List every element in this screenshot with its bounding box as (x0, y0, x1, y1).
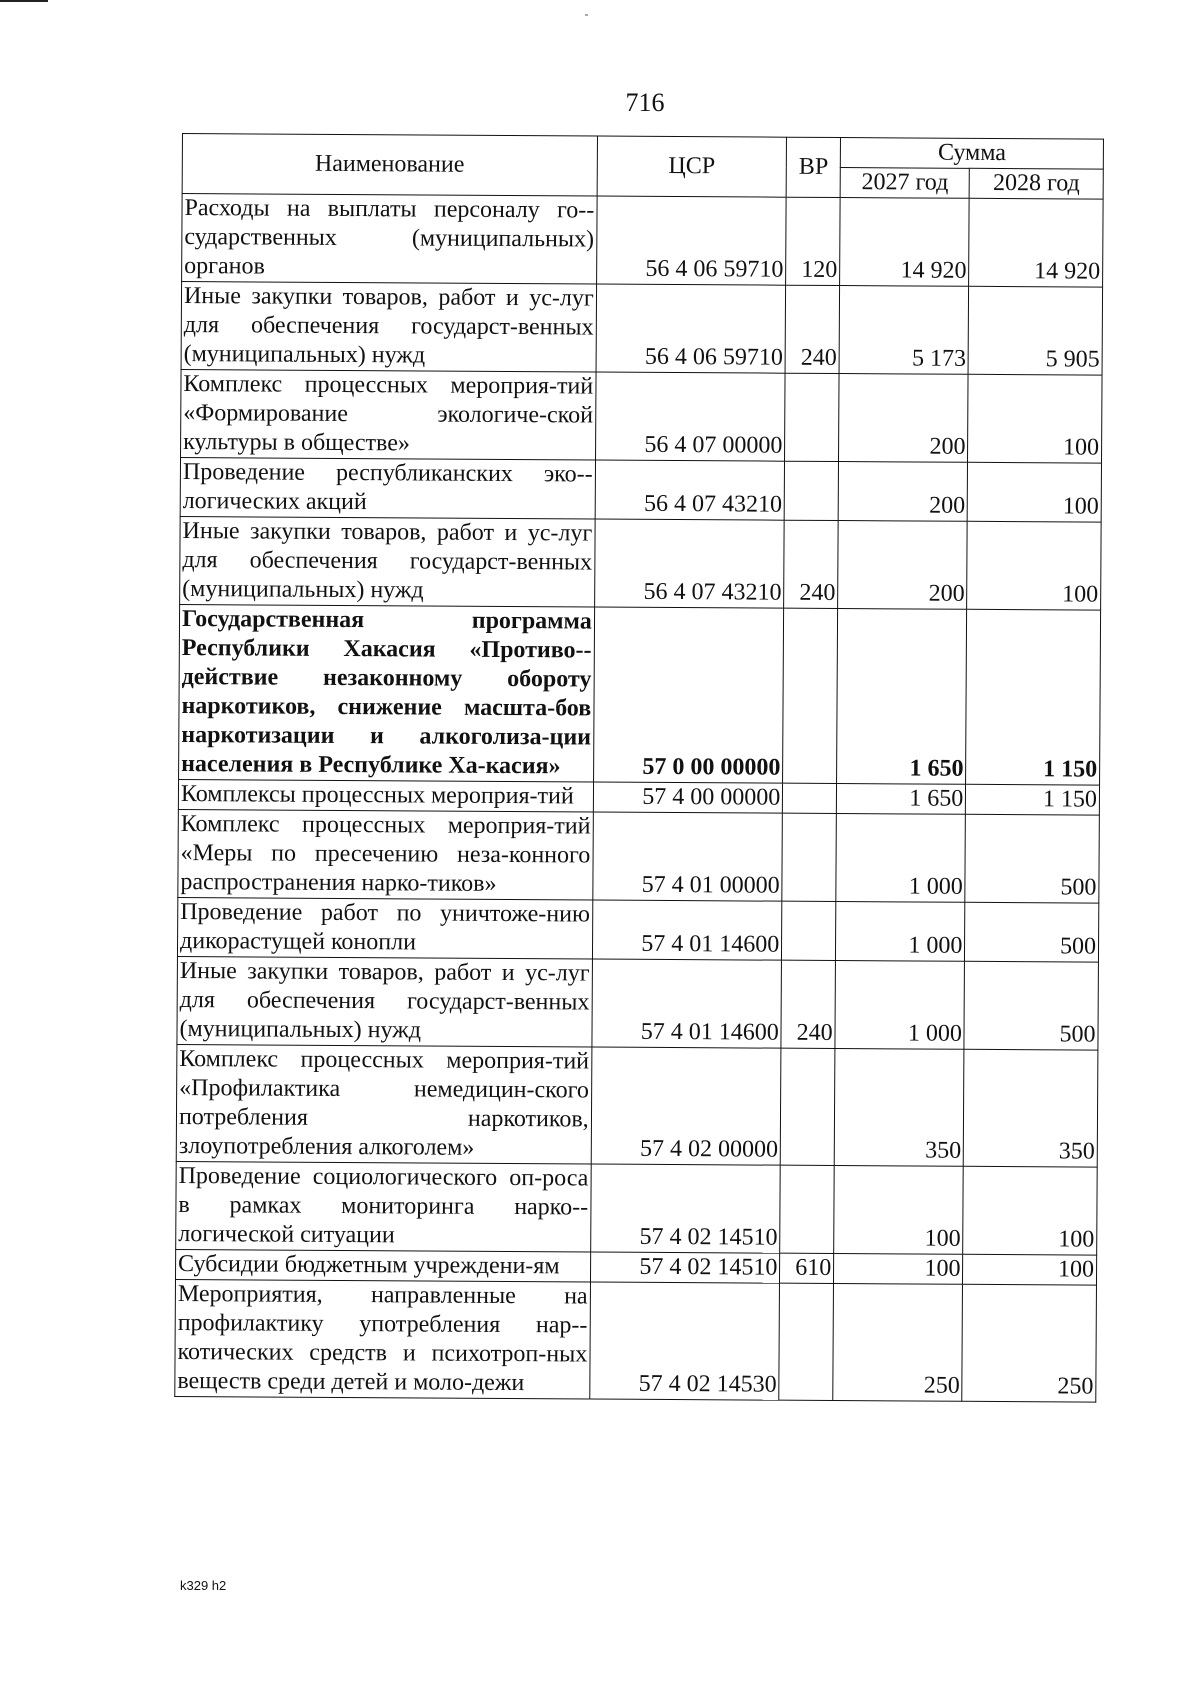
row-sum-2027: 14 920 (840, 198, 970, 287)
table-row (175, 1249, 1096, 1285)
row-vr (783, 608, 838, 783)
row-sum-2028: 100 (968, 374, 1102, 463)
table-row (181, 282, 1103, 376)
page-number: 716 (625, 88, 665, 117)
scan-speck (585, 14, 588, 16)
row-vr (781, 1048, 836, 1165)
table-row (176, 1044, 1098, 1167)
row-sum-2028: 250 (962, 1284, 1096, 1402)
row-vr (785, 373, 839, 461)
row-name: Расходы на выплаты персоналу го-сударственных (муниципальных) органов (182, 194, 597, 285)
row-sum-2028: 100 (967, 521, 1101, 610)
row-name: Государственная программа Республики Хакасия «Противо-действие незаконному обороту наркотиков, снижение масшта-бов наркотизации и алкоголиза-ции населения в Республике Ха-касия» (179, 604, 595, 782)
row-sum-2028: 500 (964, 961, 1098, 1050)
row-sum-2028: 1 150 (966, 784, 1100, 815)
row-sum-2027: 100 (834, 1166, 964, 1255)
row-name: Комплекс процессных мероприя-тий «Профилактика немедицин-ского потребления наркотиков, злоупотребления алкоголем» (176, 1044, 591, 1164)
table-row (181, 369, 1103, 463)
row-sum-2027: 100 (834, 1254, 963, 1285)
header-name: Наименование (182, 134, 597, 197)
row-sum-2028: 100 (963, 1166, 1097, 1255)
row-csr: 57 0 00 00000 (593, 607, 784, 783)
table-row (182, 194, 1104, 288)
table-body (175, 194, 1103, 1403)
table-row (177, 897, 1098, 962)
row-name: Иные закупки товаров, работ и ус-луг для обеспечения государст-венных (муниципальных) нужд (177, 956, 592, 1047)
row-name: Проведение социологического оп-роса в рамках мониторинга нарко-логической ситуации (176, 1161, 591, 1252)
row-name: Иные закупки товаров, работ и ус-луг для обеспечения государст-венных (муниципальных) нужд (181, 282, 596, 373)
row-csr: 57 4 01 14600 (592, 900, 782, 960)
row-sum-2028: 1 150 (966, 609, 1101, 785)
scan-edge-mark (0, 0, 48, 2)
row-csr: 57 4 00 00000 (593, 782, 783, 813)
row-vr (782, 813, 836, 901)
row-sum-2027: 200 (839, 374, 969, 463)
row-name: Проведение работ по уничтоже-нию дикорастущей конопли (177, 897, 592, 959)
row-sum-2028: 100 (963, 1254, 1097, 1285)
row-csr: 56 4 07 43210 (594, 519, 784, 608)
row-sum-2028: 500 (965, 902, 1099, 962)
table-row (180, 457, 1101, 522)
row-csr: 56 4 07 00000 (595, 372, 785, 461)
table-row (178, 779, 1099, 815)
row-csr: 57 4 01 14600 (592, 959, 782, 1048)
row-sum-2027: 1 000 (836, 814, 966, 903)
row-name: Иные закупки товаров, работ и ус-луг для обеспечения государст-венных (муниципальных) нужд (180, 516, 595, 607)
header-vr: ВР (786, 137, 840, 197)
row-csr: 56 4 06 59710 (596, 196, 786, 285)
row-sum-2028: 100 (968, 462, 1102, 522)
row-sum-2028: 350 (964, 1049, 1098, 1167)
header-sum: Сумма (840, 138, 1103, 170)
row-name: Комплекс процессных мероприя-тий «Формирование экологиче-ской культуры в обществе» (181, 369, 596, 460)
row-sum-2027: 1 650 (837, 784, 966, 815)
row-name: Комплекс процессных мероприя-тий «Меры по пресечению неза-конного распространения нарко-тиков» (178, 809, 593, 900)
row-vr: 120 (786, 197, 840, 285)
row-sum-2027: 5 173 (839, 286, 969, 375)
row-sum-2027: 1 000 (835, 961, 965, 1050)
row-name: Проведение республиканских эко-логических акций (180, 457, 595, 519)
row-vr: 240 (784, 520, 838, 608)
row-name: Субсидии бюджетным учреждени-ям (175, 1249, 590, 1282)
row-sum-2027: 1 000 (836, 902, 966, 962)
table-row (179, 604, 1101, 785)
row-sum-2027: 350 (834, 1049, 964, 1167)
table-row (180, 516, 1102, 610)
row-sum-2027: 200 (838, 462, 968, 522)
row-vr (784, 461, 838, 520)
row-sum-2028: 14 920 (969, 198, 1103, 287)
row-name: Мероприятия, направленные на профилактику употребления нар-котических средств и психотроп-ных веществ среди детей и моло-дежи (175, 1279, 590, 1399)
header-2027: 2027 год (840, 168, 969, 199)
row-vr: 610 (780, 1253, 834, 1283)
header-csr: ЦСР (597, 136, 787, 197)
row-vr (783, 783, 837, 813)
row-sum-2028: 500 (965, 814, 1099, 903)
row-csr: 56 4 07 43210 (595, 460, 785, 520)
table-row (178, 809, 1100, 903)
row-sum-2027: 200 (838, 521, 968, 610)
row-sum-2027: 1 650 (837, 609, 967, 785)
row-sum-2028: 5 905 (968, 286, 1102, 375)
table-row (177, 956, 1099, 1050)
table-row (175, 1279, 1097, 1402)
header-2028: 2028 год (970, 168, 1104, 199)
budget-table (174, 133, 1104, 1403)
row-csr: 57 4 02 00000 (591, 1047, 781, 1165)
table-row (176, 1161, 1098, 1255)
row-sum-2027: 250 (833, 1284, 963, 1402)
row-csr: 57 4 02 14510 (590, 1252, 780, 1283)
row-vr (782, 901, 836, 960)
row-vr: 240 (781, 960, 835, 1048)
row-csr: 57 4 02 14510 (590, 1164, 780, 1253)
row-vr: 240 (785, 285, 839, 373)
row-csr: 57 4 01 00000 (593, 812, 783, 901)
row-csr: 57 4 02 14530 (589, 1282, 779, 1400)
row-csr: 56 4 06 59710 (596, 284, 786, 373)
table-header (182, 134, 1103, 200)
row-name: Комплексы процессных мероприя-тий (178, 779, 593, 812)
row-vr (779, 1283, 834, 1400)
row-vr (780, 1165, 834, 1253)
footer-code: k329 h2 (180, 1578, 227, 1593)
